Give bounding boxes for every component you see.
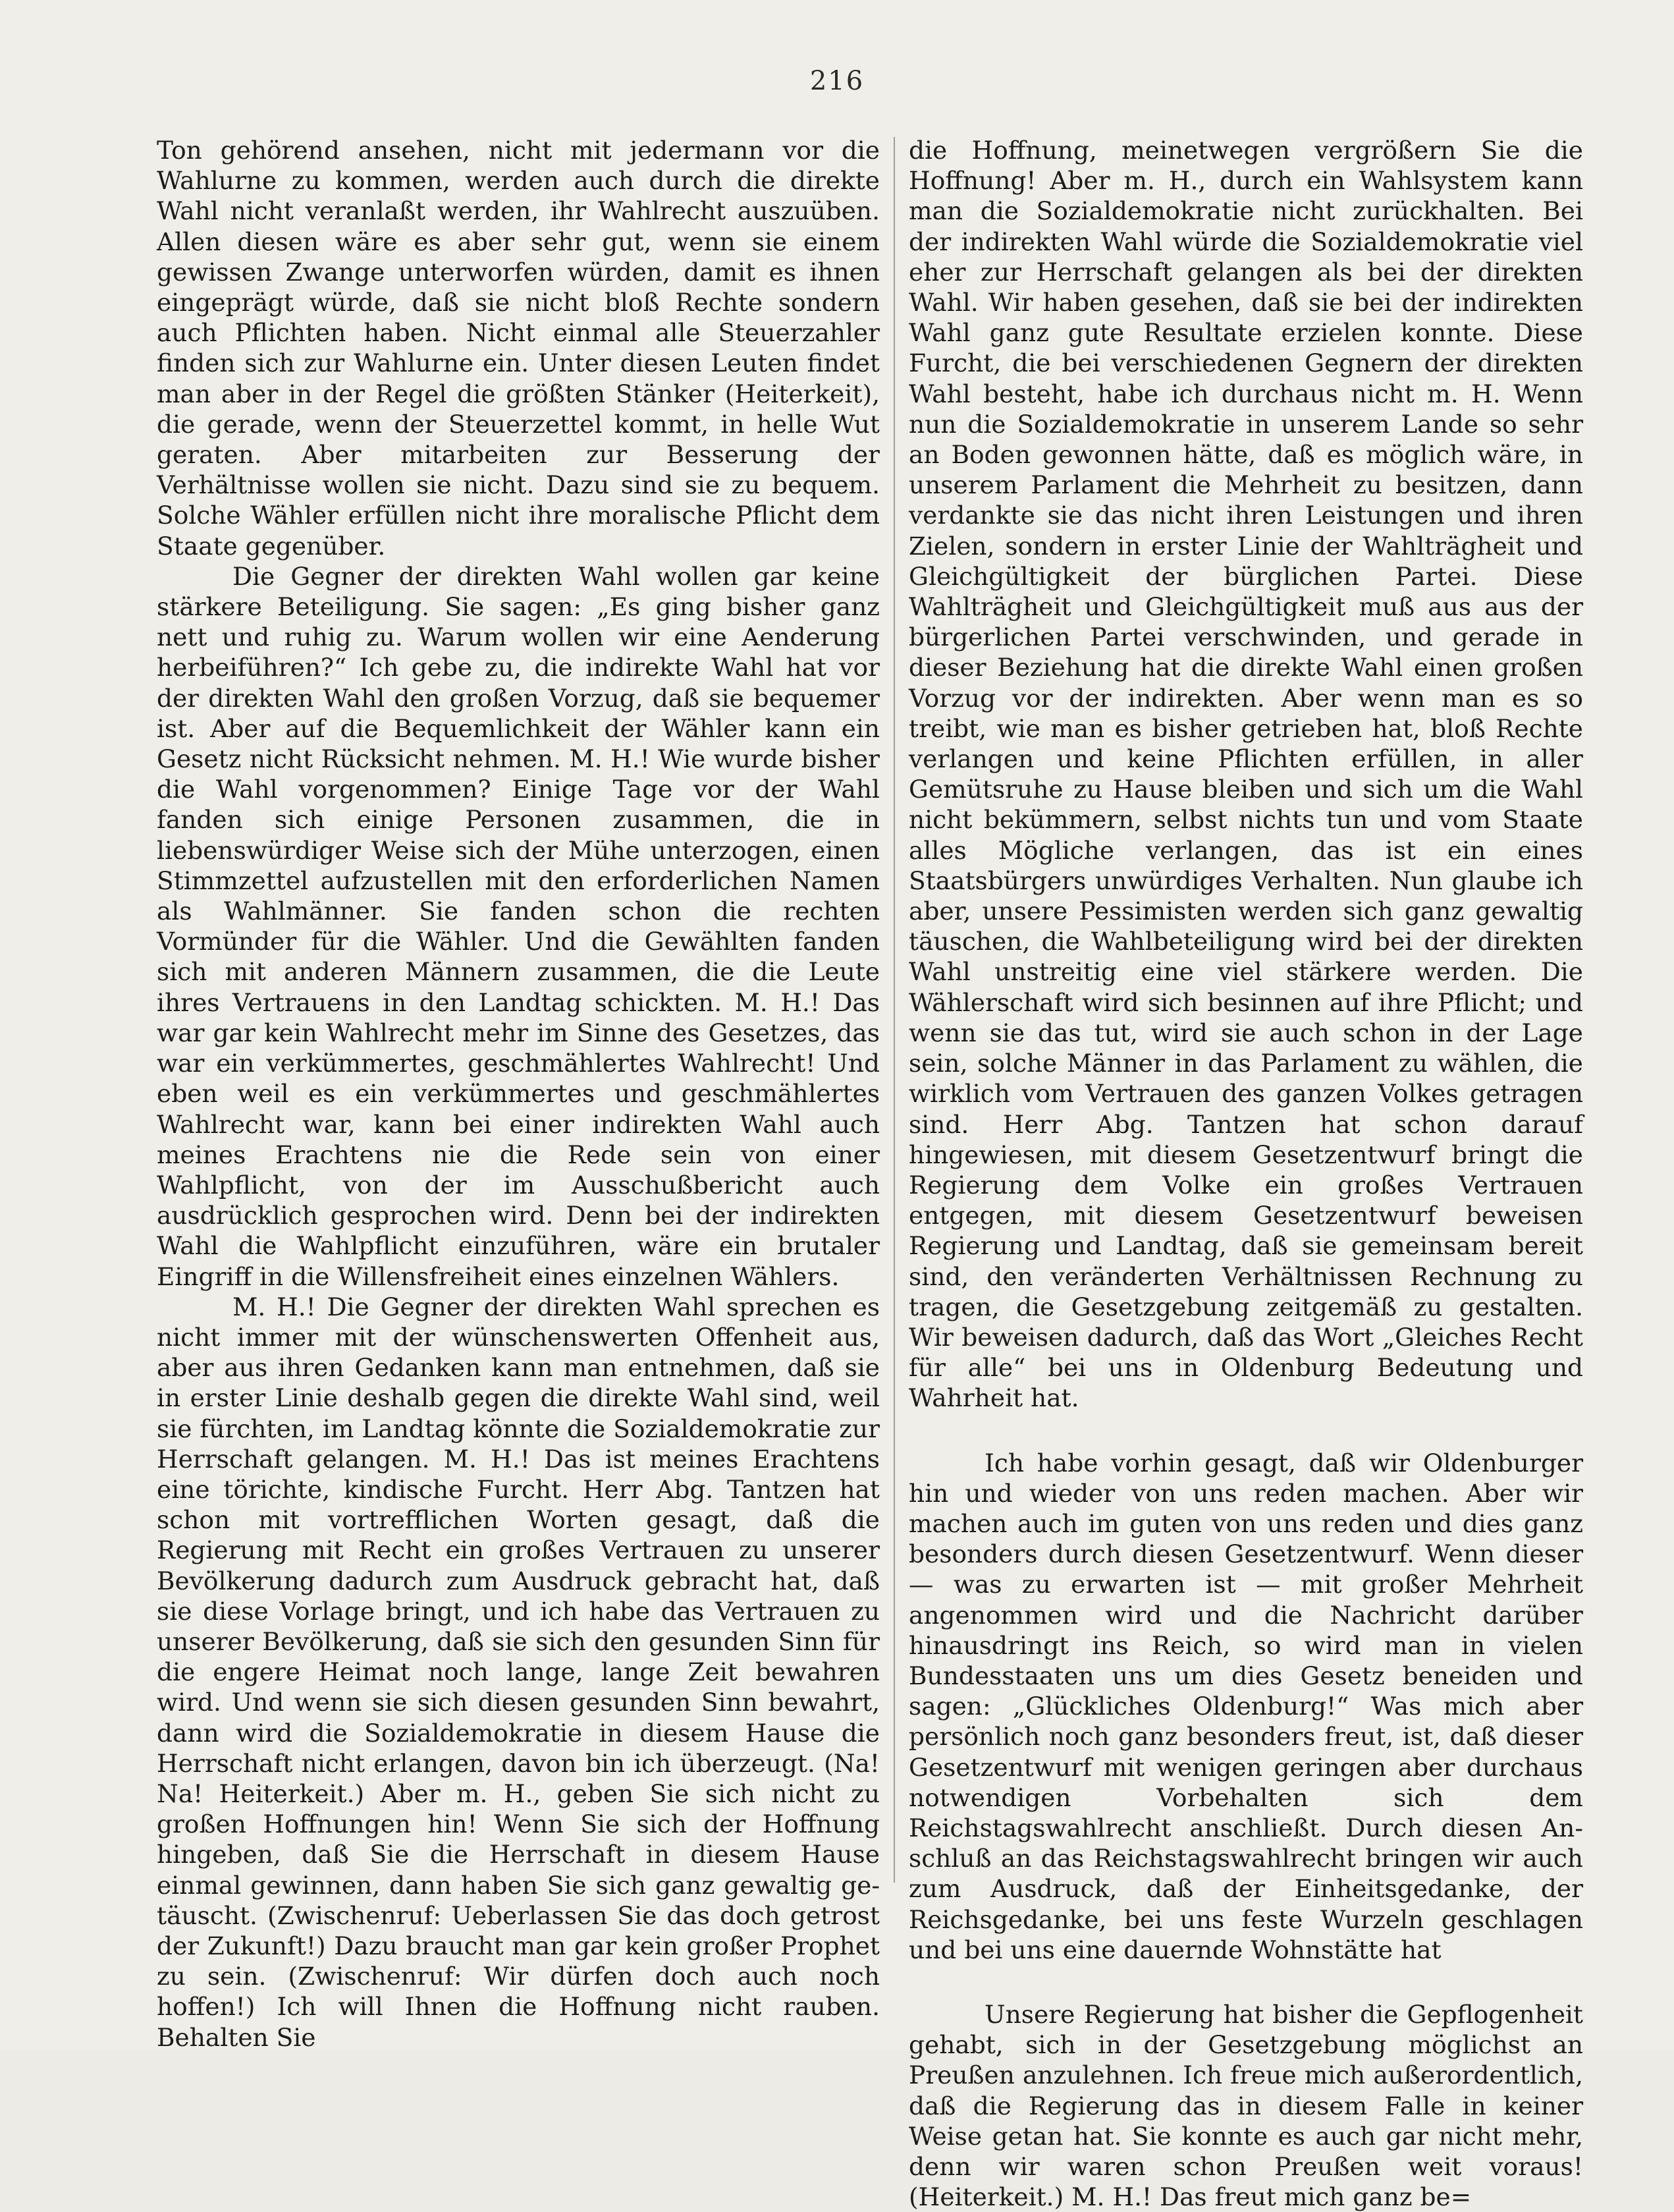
paragraph: M. H.! Die Gegner der direkten Wahl sprechen es nicht immer mit der wünschenswerten Offenheit aus, aber aus ihren Gedanken kann man entnehmen, daß sie in erster Linie deshalb gegen die direkte Wahl sind, weil sie fürchten, im Landtag könnte die Sozialdemokratie zur Herrschaft gelangen. M. H.! Das ist meines Erachtens eine törichte, kindische Furcht. Herr Abg. Tantzen hat schon mit vortrefflichen Worten gesagt, daß die Regierung mit Recht ein großes Vertrauen zu unserer Bevölkerung dadurch zum Ausdruck gebracht hat, daß sie diese Vorlage bringt, und ich habe das Vertrauen zu unserer Bevölkerung, daß sie sich den gesunden Sinn für die engere Heimat noch lange, lange Zeit bewahren wird. Und wenn sie sich diesen gesunden Sinn bewahrt, dann wird die Sozialdemokratie in diesem Hause die Herrschaft nicht erlangen, davon bin ich überzeugt. (Na! Na! Heiterkeit.) Aber m. H., geben Sie sich nicht zu großen Hoffnungen hin! Wenn Sie sich der Hoffnung hingeben, daß Sie die Herrschaft in diesem Hause einmal gewinnen, dann haben Sie sich ganz gewaltig getäuscht. (Zwischenruf: Ueberlassen Sie das doch getrost der Zukunft!) Dazu braucht man gar kein großer Prophet zu sein. (Zwischenruf: Wir dürfen doch auch noch hoffen!) Ich will Ihnen die Hoffnung nicht rauben. Behalten Sie [157,1292,880,2052]
paragraph: Unsere Regierung hat bisher die Gepflogenheit gehabt, sich in der Gesetzgebung möglichst an Preußen anzulehnen. Ich freue mich außerordentlich, daß die Regierung das in diesem Falle in keiner Weise getan hat. Sie konnte es auch gar nicht mehr, denn wir waren schon Preußen weit voraus! (Heiterkeit.) M. H.! Das freut mich ganz be= [909,1999,1583,2212]
paragraph: Die Gegner der direkten Wahl wollen gar keine stärkere Beteiligung. Sie sagen: „Es ging bisher ganz nett und ruhig zu. Warum wollen wir eine Aenderung herbeiführen?“ Ich gebe zu, die indirekte Wahl hat vor der direkten Wahl den großen Vorzug, daß sie bequemer ist. Aber auf die Bequemlichkeit der Wähler kann ein Gesetz nicht Rücksicht nehmen. M. H.! Wie wurde bisher die Wahl vorgenommen? Einige Tage vor der Wahl fanden sich einige Personen zusammen, die in liebenswürdiger Weise sich der Mühe unterzogen, einen Stimmzettel aufzustellen mit den erforderlichen Namen als Wahlmänner. Sie fanden schon die rechten Vormünder für die Wähler. Und die Gewählten fanden sich mit anderen Männern zusammen, die die Leute ihres Vertrauens in den Landtag schickten. M. H.! Das war gar kein Wahlrecht mehr im Sinne des Gesetzes, das war ein verkümmertes, geschmählertes Wahlrecht! Und eben weil es ein verkümmertes und geschmählertes Wahlrecht war, kann bei einer indirekten Wahl auch meines Erachtens nie die Rede sein von einer Wahlpflicht, von der im Ausschußbericht auch ausdrücklich gesprochen wird. Denn bei der indirekten Wahl die Wahlpflicht einzuführen, wäre ein brutaler Eingriff in die Willensfreiheit eines einzelnen Wählers. [157,561,880,1291]
left-column [157,135,880,2053]
column-divider [894,137,895,1883]
paragraph: Ich habe vorhin gesagt, daß wir Oldenburger hin und wieder von uns reden machen. Aber wir machen auch im guten von uns reden und dies ganz besonders durch diesen Gesetzentwurf. Wenn dieser — was zu erwarten ist — mit großer Mehrheit angenommen wird und die Nachricht darüber hinausdringt ins Reich, so wird man in vielen Bundesstaaten uns um dies Gesetz beneiden und sagen: „Glückliches Oldenburg!“ Was mich aber persönlich noch ganz besonders freut, ist, daß dieser Gesetzentwurf mit wenigen geringen aber durchaus notwendigen Vorbehalten sich dem Reichstagswahlrecht anschließt. Durch diesen Anschluß an das Reichstagswahlrecht bringen wir auch zum Ausdruck, daß der Einheitsgedanke, der Reichsgedanke, bei uns feste Wurzeln geschlagen und bei uns eine dauernde Wohnstätte hat [909,1448,1583,1964]
paragraph: die Hoffnung, meinetwegen vergrößern Sie die Hoffnung! Aber m. H., durch ein Wahlsystem kann man die Sozialdemokratie nicht zurückhalten. Bei der indirekten Wahl würde die Sozialdemokratie viel eher zur Herrschaft gelangen als bei der direkten Wahl. Wir haben gesehen, daß sie bei der indirekten Wahl ganz gute Resultate erzielen konnte. Diese Furcht, die bei verschiedenen Gegnern der direkten Wahl besteht, habe ich durchaus nicht m. H. Wenn nun die Sozialdemokratie in unserem Lande so sehr an Boden gewonnen hätte, daß es möglich wäre, in unserem Parlament die Mehrheit zu besitzen, dann verdankte sie das nicht ihren Leistungen und ihren Zielen, sondern in erster Linie der Wahlträgheit und Gleichgültigkeit der bürglichen Partei. Diese Wahlträgheit und Gleichgültigkeit muß aus aus der bürgerlichen Partei verschwinden, und gerade in dieser Beziehung hat die direkte Wahl einen großen Vorzug vor der indirekten. Aber wenn man es so treibt, wie man es bisher getrieben hat, bloß Rechte verlangen und keine Pflichten erfüllen, in aller Gemütsruhe zu Hause bleiben und sich um die Wahl nicht bekümmern, selbst nichts tun und vom Staate alles Mögliche verlangen, das ist ein eines Staatsbürgers unwürdiges Verhalten. Nun glaube ich aber, unsere Pessimisten werden sich ganz gewaltig täuschen, die Wahlbeteiligung wird bei der direkten Wahl unstreitig eine viel stärkere werden. Die Wählerschaft wird sich besinnen auf ihre Pflicht; und wenn sie das tut, wird sie auch schon in der Lage sein, solche Männer in das Parlament zu wählen, die wirklich vom Vertrauen des ganzen Volkes getragen sind. Herr Abg. Tantzen hat schon darauf hingewiesen, mit diesem Gesetzentwurf bringt die Regierung dem Volke ein großes Vertrauen entgegen, mit diesem Gesetzentwurf beweisen Regierung und Landtag, daß sie gemeinsam bereit sind, den veränderten Verhältnissen Rechnung zu tragen, die Gesetzgebung zeitgemäß zu gestalten. Wir beweisen dadurch, daß das Wort „Gleiches Recht für alle“ bei uns in Oldenburg Bedeutung und Wahrheit hat. [909,136,1583,1413]
page-number: 216 [809,66,865,96]
right-column [909,135,1583,2212]
paragraph: Ton gehörend ansehen, nicht mit jedermann vor die Wahlurne zu kommen, werden auch durch die direkte Wahl nicht veranlaßt werden, ihr Wahlrecht auszuüben. Allen diesen wäre es aber sehr gut, wenn sie einem gewissen Zwange unterworfen würden, damit es ihnen eingeprägt würde, daß sie nicht bloß Rechte sondern auch Pflichten haben. Nicht einmal alle Steuerzahler finden sich zur Wahlurne ein. Unter diesen Leuten findet man aber in der Regel die größten Stänker (Heiterkeit), die gerade, wenn der Steuerzettel kommt, in helle Wut geraten. Aber mitarbeiten zur Besserung der Verhältnisse wollen sie nicht. Dazu sind sie zu bequem. Solche Wähler erfüllen nicht ihre moralische Pflicht dem Staate gegenüber. [157,136,880,561]
